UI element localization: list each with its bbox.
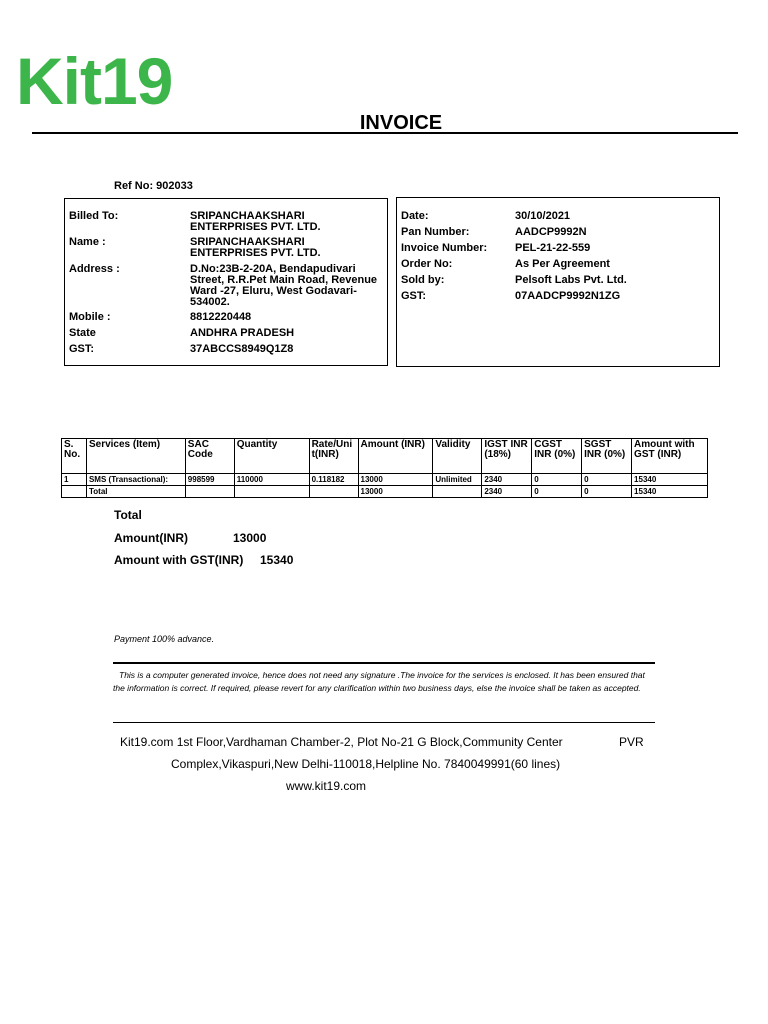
invoice-number-value: PEL-21-22-559 xyxy=(515,242,591,254)
order-no-key: Order No: xyxy=(401,258,453,270)
table-cell: 0 xyxy=(582,474,632,486)
date-key: Date: xyxy=(401,210,429,222)
table-cell: 2340 xyxy=(482,474,532,486)
footer-address-line2: Complex,Vikaspuri,New Delhi-110018,Helpline No. 7840049991(60 lines) xyxy=(171,757,561,771)
date-value: 30/10/2021 xyxy=(515,210,571,222)
billed-to-value: SRIPANCHAAKSHARI ENTERPRISES PVT. LTD. xyxy=(190,210,321,233)
amount-value: 13000 xyxy=(233,531,267,545)
table-cell: 1 xyxy=(62,474,87,486)
col-header: SGST INR (0%) xyxy=(582,439,632,474)
invoice-title: INVOICE xyxy=(359,112,443,134)
billed-to-key: Billed To: xyxy=(69,210,119,222)
col-header: SAC Code xyxy=(185,439,234,474)
table-cell: 13000 xyxy=(358,474,433,486)
col-header: Quantity xyxy=(234,439,309,474)
col-header: Amount with GST (INR) xyxy=(632,439,708,474)
address-value: D.No:23B-2-20A, Bendapudivari Street, R.R.Pet Main Road, Revenue Ward -27, Eluru, West Godavari-534002. xyxy=(190,263,378,308)
table-cell xyxy=(62,486,87,498)
col-header: S. No. xyxy=(62,439,87,474)
table-cell: 15340 xyxy=(632,486,708,498)
table-cell xyxy=(234,486,309,498)
name-value: SRIPANCHAAKSHARI ENTERPRISES PVT. LTD. xyxy=(190,236,321,259)
mobile-key: Mobile : xyxy=(69,311,111,323)
amount-gst-value: 15340 xyxy=(260,553,294,567)
seller-gst-value: 07AADCP9992N1ZG xyxy=(515,290,621,302)
table-cell xyxy=(433,486,482,498)
state-key: State xyxy=(69,327,96,339)
table-cell: 0 xyxy=(532,474,582,486)
col-header: IGST INR (18%) xyxy=(482,439,532,474)
invoice-number-key: Invoice Number: xyxy=(401,242,488,254)
amount-gst-label: Amount with GST(INR) xyxy=(114,553,244,567)
payment-note: Payment 100% advance. xyxy=(114,634,215,644)
notice-text: This is a computer generated invoice, hence does not need any signature .The invoice for the services is enclosed. It has been ensured that the information is correct. If required, please revert for any clarification within two business days, else the invoice shall be taken as accepted. xyxy=(113,670,645,693)
amount-label: Amount(INR) xyxy=(114,531,188,545)
table-cell: Total xyxy=(86,486,185,498)
table-cell: 0 xyxy=(532,486,582,498)
table-cell: 13000 xyxy=(358,486,433,498)
pan-key: Pan Number: xyxy=(401,226,470,238)
table-cell xyxy=(185,486,234,498)
billed-gst-value: 37ABCCS8949Q1Z8 xyxy=(190,343,294,355)
footer-website: www.kit19.com xyxy=(286,779,367,793)
total-label: Total xyxy=(114,508,142,522)
notice-bottom-divider xyxy=(113,722,655,723)
billed-gst-key: GST: xyxy=(69,343,95,355)
invoice-details-box xyxy=(396,197,720,367)
address-key: Address : xyxy=(69,263,120,275)
table-cell: SMS (Transactional): xyxy=(86,474,185,486)
name-key: Name : xyxy=(69,236,106,248)
state-value: ANDHRA PRADESH xyxy=(190,327,295,339)
notice-top-divider xyxy=(113,662,655,664)
order-no-value: As Per Agreement xyxy=(515,258,610,270)
billed-to-box xyxy=(64,198,388,366)
table-cell: 15340 xyxy=(632,474,708,486)
table-total-row xyxy=(62,486,708,498)
table-cell: 998599 xyxy=(185,474,234,486)
table-cell: Unlimited xyxy=(433,474,482,486)
col-header: Amount (INR) xyxy=(358,439,433,474)
table-row xyxy=(62,474,708,486)
mobile-value: 8812220448 xyxy=(190,311,252,323)
table-cell: 2340 xyxy=(482,486,532,498)
table-cell: 0.118182 xyxy=(309,474,358,486)
col-header: CGST INR (0%) xyxy=(532,439,582,474)
col-header: Services (Item) xyxy=(86,439,185,474)
kit19-logo: Kit19 xyxy=(16,44,173,118)
table-cell: 110000 xyxy=(234,474,309,486)
table-header-row xyxy=(62,439,708,474)
sold-by-value: Pelsoft Labs Pvt. Ltd. xyxy=(515,274,627,286)
table-cell: 0 xyxy=(582,486,632,498)
col-header: Rate/Uni t(INR) xyxy=(309,439,358,474)
ref-number: Ref No: 902033 xyxy=(114,180,193,192)
footer-address-line1-end: PVR xyxy=(619,735,644,749)
sold-by-key: Sold by: xyxy=(401,274,445,286)
table-cell xyxy=(309,486,358,498)
pan-value: AADCP9992N xyxy=(515,226,587,238)
services-table xyxy=(61,438,708,498)
seller-gst-key: GST: xyxy=(401,290,427,302)
footer-address-line1: Kit19.com 1st Floor,Vardhaman Chamber-2, Plot No-21 G Block,Community Center xyxy=(120,735,563,749)
col-header: Validity xyxy=(433,439,482,474)
